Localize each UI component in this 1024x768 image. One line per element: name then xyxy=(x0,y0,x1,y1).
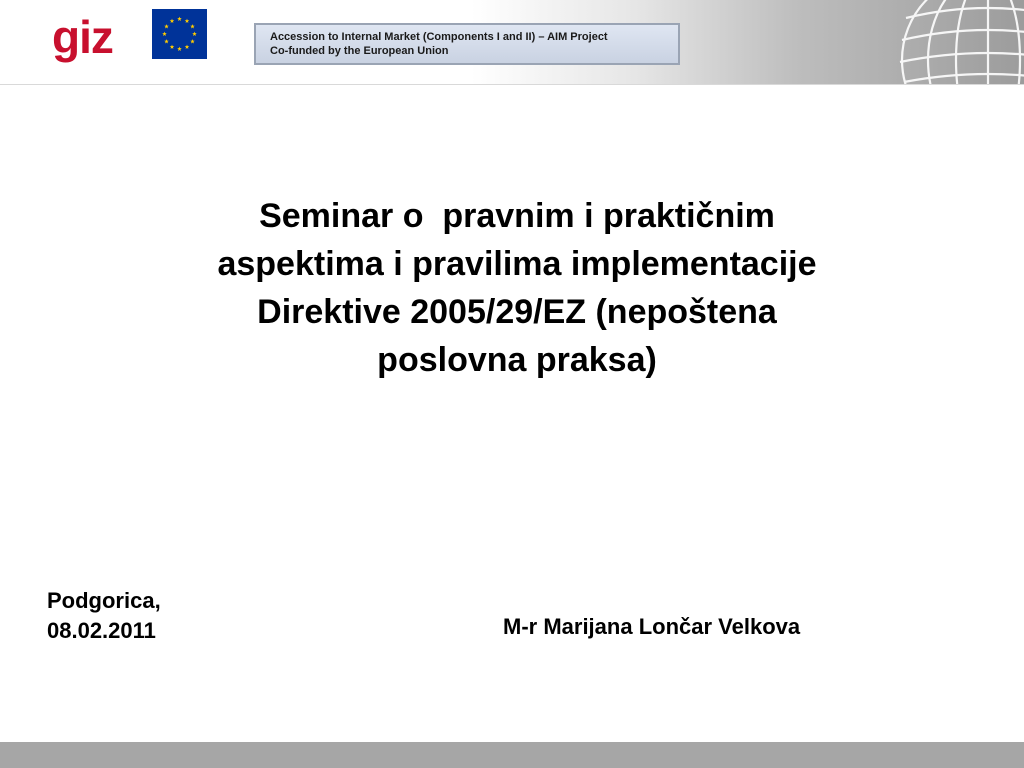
title-line: poslovna praksa) xyxy=(377,341,657,379)
location-date xyxy=(47,586,161,646)
title-line: Seminar o pravnim i praktičnim xyxy=(259,197,775,235)
date: 08.02.2011 xyxy=(47,618,156,643)
title-line: aspektima i pravilima implementacije xyxy=(217,245,817,283)
project-title: Accession to Internal Market (Components I and II) – AIM Project xyxy=(270,31,608,43)
giz-logo: giz xyxy=(52,11,113,63)
author-name: M-r Marijana Lončar Velkova xyxy=(503,614,801,639)
footer-bar xyxy=(0,742,1024,768)
eu-flag-icon xyxy=(152,9,207,59)
slide-header xyxy=(0,0,1024,84)
location: Podgorica, xyxy=(47,588,161,613)
globe-icon xyxy=(896,0,1024,84)
slide-title xyxy=(130,192,904,384)
project-banner xyxy=(254,23,680,65)
cofunding-note: Co-funded by the European Union xyxy=(270,45,449,57)
title-line: Direktive 2005/29/EZ (nepoštena xyxy=(257,293,777,331)
header-divider xyxy=(0,84,1024,85)
